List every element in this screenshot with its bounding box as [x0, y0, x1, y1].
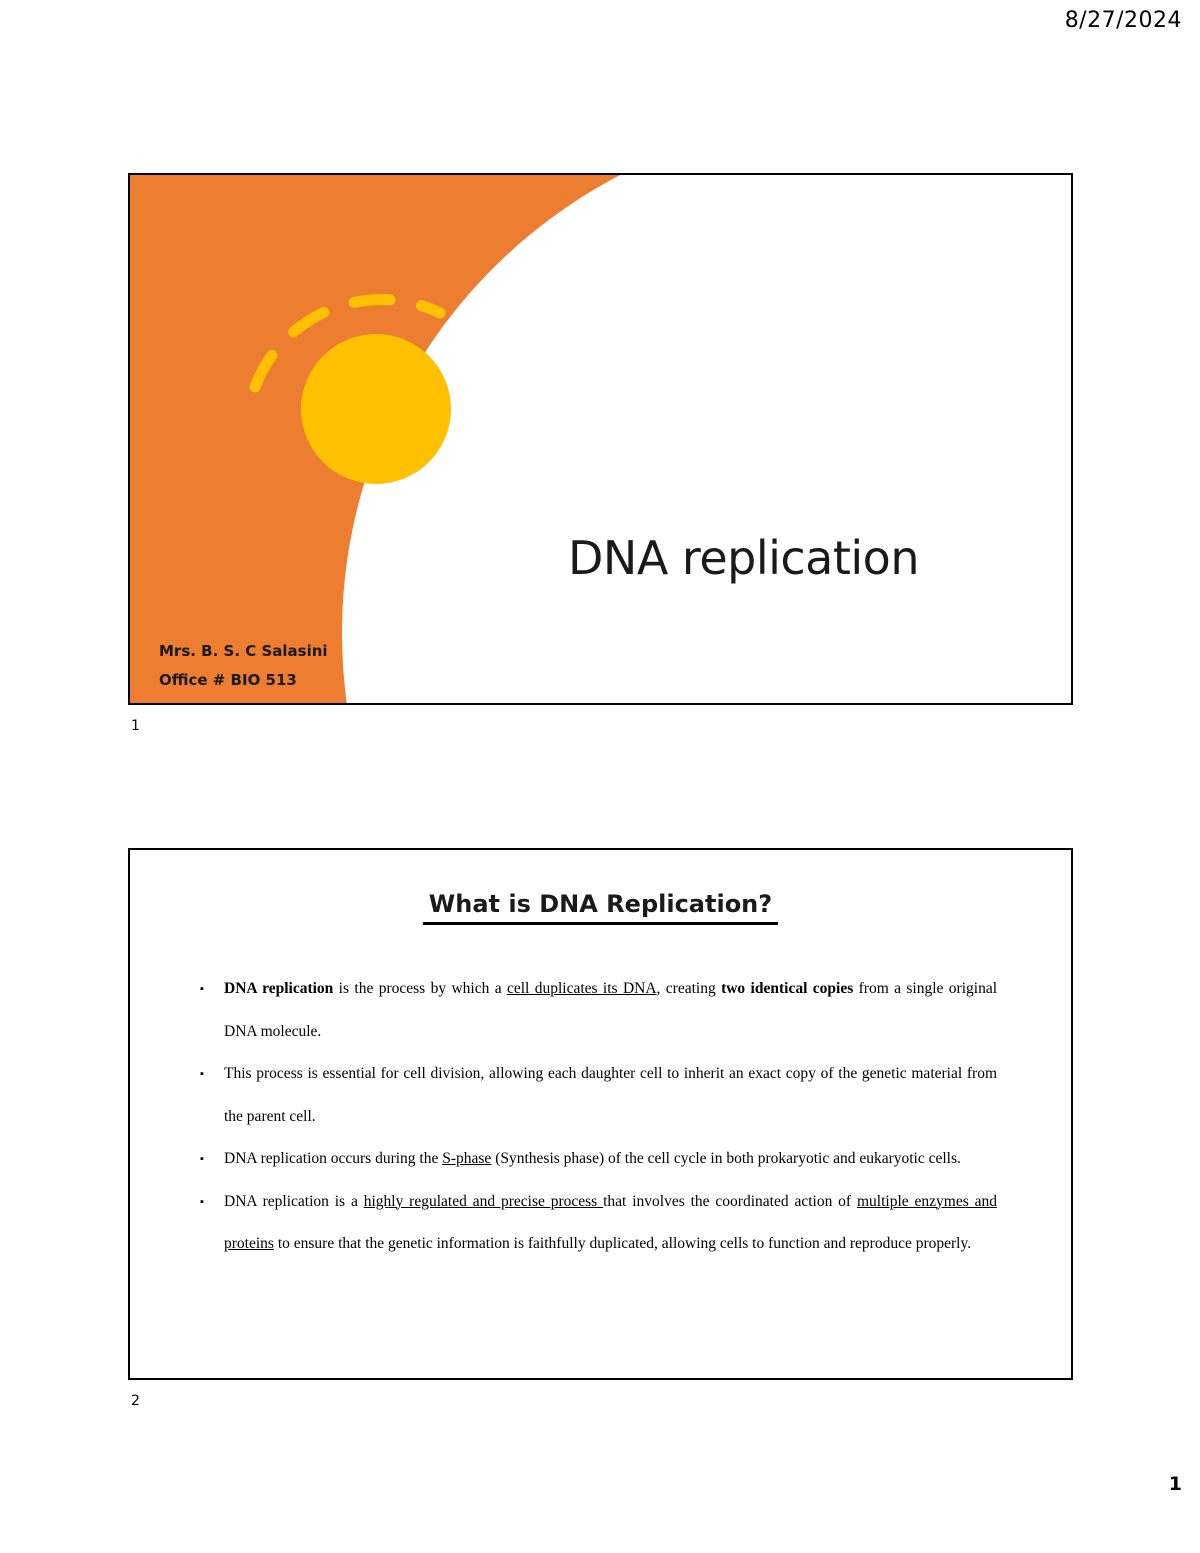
page-date: 8/27/2024 — [1064, 8, 1182, 33]
bullet-item-1 — [200, 968, 997, 1053]
text-run: that involves the coordinated action of — [603, 1192, 857, 1210]
author-name: Mrs. B. S. C Salasini — [159, 642, 328, 660]
text-run: is the process by which a — [333, 980, 507, 997]
slide-2 — [128, 848, 1073, 1380]
slide-number-2: 2 — [131, 1393, 140, 1409]
text-run: to ensure that the genetic information is faithfully duplicated, allowing cells to function and reproduce properly. — [273, 1235, 972, 1252]
phrase-highly-regulated: highly regulated and precise process — [363, 1192, 604, 1210]
slide-number-1: 1 — [131, 718, 140, 734]
text-run: This process is essential for cell division, allowing each daughter cell to inherit an exact copy of the genetic material from the parent cell. — [224, 1065, 997, 1125]
bullet-item-2 — [200, 1053, 997, 1138]
slide-title: DNA replication — [568, 531, 919, 585]
page-number: 1 — [1168, 1473, 1182, 1495]
slide-decoration — [130, 175, 1071, 703]
phrase-two-identical-copies: two identical copies — [721, 980, 854, 997]
bullet-list — [200, 968, 997, 1266]
term-s-phase: S-phase — [442, 1150, 492, 1167]
slide-1 — [128, 173, 1073, 705]
white-circle-shape — [342, 175, 1071, 703]
slide-heading: What is DNA Replication? — [423, 890, 778, 925]
text-run: , creating — [656, 980, 722, 997]
slide-heading-wrap — [130, 890, 1071, 925]
author-office: Office # BIO 513 — [159, 671, 297, 689]
bullet-item-4 — [200, 1181, 997, 1266]
bullet-item-3 — [200, 1138, 997, 1181]
phrase-multiple-enzymes: multiple enzymes and proteins — [224, 1192, 997, 1252]
sun-circle — [301, 334, 451, 484]
term-dna-replication: DNA replication — [224, 980, 334, 997]
text-run: DNA replication is a — [224, 1192, 364, 1210]
text-run: (Synthesis phase) of the cell cycle in both prokaryotic and eukaryotic cells. — [491, 1150, 961, 1167]
phrase-cell-duplicates: cell duplicates its DNA — [506, 980, 657, 997]
text-run: DNA replication occurs during the — [224, 1150, 443, 1167]
text-run: from a single original DNA molecule. — [224, 980, 998, 1040]
